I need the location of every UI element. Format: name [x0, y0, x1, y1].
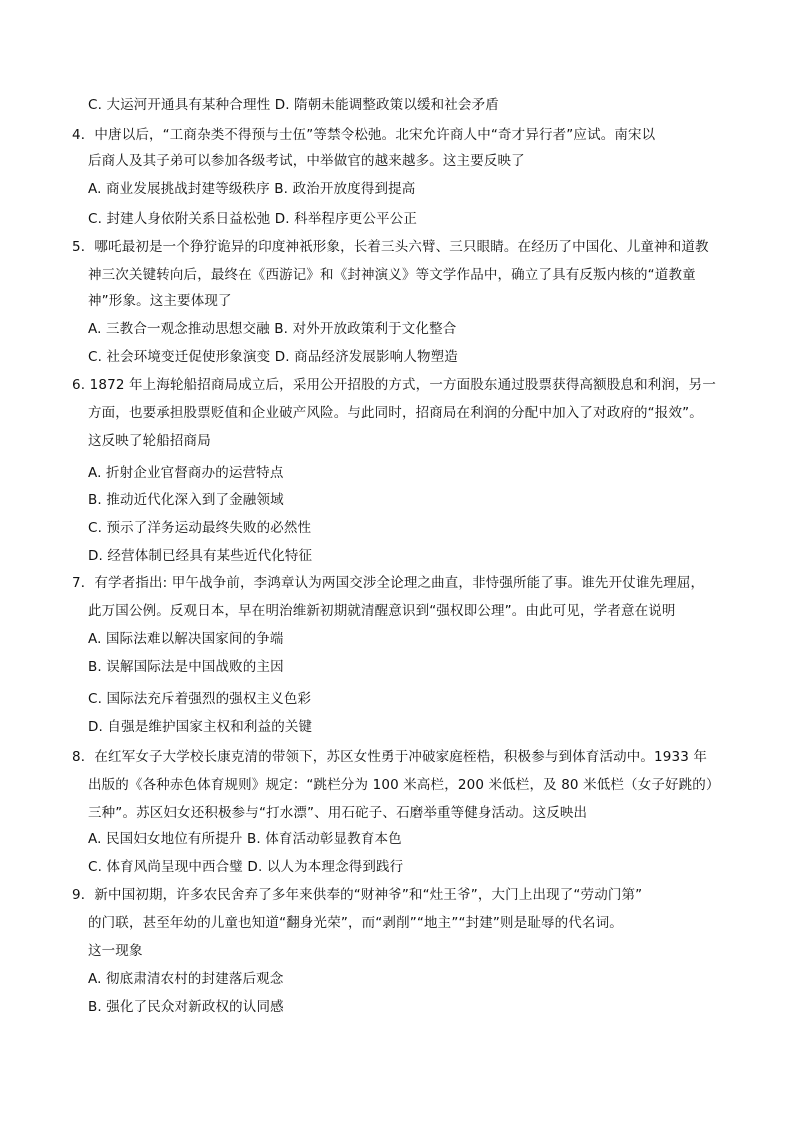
question-4-stem: 4．中唐以后，“工商杂类不得预与士伍”等禁令松弛。北宋允许商人中“奇才异行者”应试。南宋以 — [72, 127, 656, 143]
question-9-stem-cont-1: 的门联，甚至年幼的儿童也知道“翻身光荣”，而“剥削”“地主”“封建”则是耻辱的代名词。 — [88, 915, 623, 931]
question-7-option-a: A. 国际法难以解决国家间的争端 — [88, 631, 284, 647]
question-8-stem-cont-1: 出版的《各种赤色体育规则》规定：“跳栏分为 100 米高栏，200 米低栏，及 80 米低栏（女子好跳的） — [88, 777, 720, 793]
question-6-option-b: B. 推动近代化深入到了金融领域 — [88, 492, 284, 508]
question-5-options-ab: A. 三教合一观念推动思想交融 B. 对外开放政策利于文化整合 — [88, 321, 457, 337]
question-8-options-ab: A. 民国妇女地位有所提升 B. 体育活动彰显教育本色 — [88, 831, 402, 847]
question-5-stem-cont-2: 神”形象。这主要体现了 — [88, 293, 232, 309]
question-7-option-b: B. 误解国际法是中国战败的主因 — [88, 659, 284, 675]
question-7-stem-cont: 此万国公例。反观日本，早在明治维新初期就清醒意识到“强权即公理”。由此可见，学者意在说明 — [88, 603, 676, 619]
line-c3: C. 大运河开通具有某种合理性 D. 隋朝未能调整政策以缓和社会矛盾 — [88, 97, 499, 113]
question-8-stem: 8．在红军女子大学校长康克清的带领下，苏区女性勇于冲破家庭桎梏，积极参与到体育活动中。1933 年 — [72, 749, 708, 765]
question-7-option-c: C. 国际法充斥着强烈的强权主义色彩 — [88, 691, 312, 707]
question-9-option-b: B. 强化了民众对新政权的认同感 — [88, 999, 284, 1015]
question-4-options-cd: C. 封建人身依附关系日益松弛 D. 科举程序更公平公正 — [88, 211, 417, 227]
question-9-stem-cont-2: 这一现象 — [88, 943, 143, 959]
question-6-option-d: D. 经营体制已经具有某些近代化特征 — [88, 548, 313, 564]
question-9-stem: 9．新中国初期，许多农民舍弃了多年来供奉的“财神爷”和“灶王爷”，大门上出现了“劳动门第” — [72, 887, 643, 903]
question-8-options-cd: C. 体育风尚呈现中西合璧 D. 以人为本理念得到践行 — [88, 859, 404, 875]
question-9-option-a: A. 彻底肃清农村的封建落后观念 — [88, 971, 284, 987]
question-7-option-d: D. 自强是维护国家主权和利益的关键 — [88, 719, 313, 735]
question-4-stem-cont: 后商人及其子弟可以参加各级考试，中举做官的越来越多。这主要反映了 — [88, 153, 525, 169]
question-5-stem: 5．哪吒最初是一个狰狞诡异的印度神祇形象，长着三头六臂、三只眼睛。在经历了中国化、儿童神和道教 — [72, 239, 709, 255]
question-6-option-c: C. 预示了洋务运动最终失败的必然性 — [88, 520, 312, 536]
question-7-stem: 7．有学者指出: 甲午战争前，李鸿章认为两国交涉全论理之曲直，非恃强所能了事。谁先开仗谁先理屈， — [72, 575, 705, 591]
question-6-stem: 6. 1872 年上海轮船招商局成立后，采用公开招股的方式，一方面股东通过股票获得高额股息和利润，另一 — [72, 377, 716, 393]
question-6-stem-cont-1: 方面，也要承担股票贬值和企业破产风险。与此同时，招商局在利润的分配中加入了对政府的“报效”。 — [88, 405, 703, 421]
question-5-options-cd: C. 社会环境变迁促使形象演变 D. 商品经济发展影响人物塑造 — [88, 349, 458, 365]
question-6-option-a: A. 折射企业官督商办的运营特点 — [88, 465, 284, 481]
question-5-stem-cont-1: 神三次关键转向后，最终在《西游记》和《封神演义》等文学作品中，确立了具有反叛内核的“道教童 — [88, 267, 696, 283]
question-6-stem-cont-2: 这反映了轮船招商局 — [88, 433, 211, 449]
question-4-options-ab: A. 商业发展挑战封建等级秩序 B. 政治开放度得到提高 — [88, 181, 416, 197]
question-8-stem-cont-2: 三种”。苏区妇女还积极参与“打水漂”、用石砣子、石磨举重等健身活动。这反映出 — [88, 805, 588, 821]
